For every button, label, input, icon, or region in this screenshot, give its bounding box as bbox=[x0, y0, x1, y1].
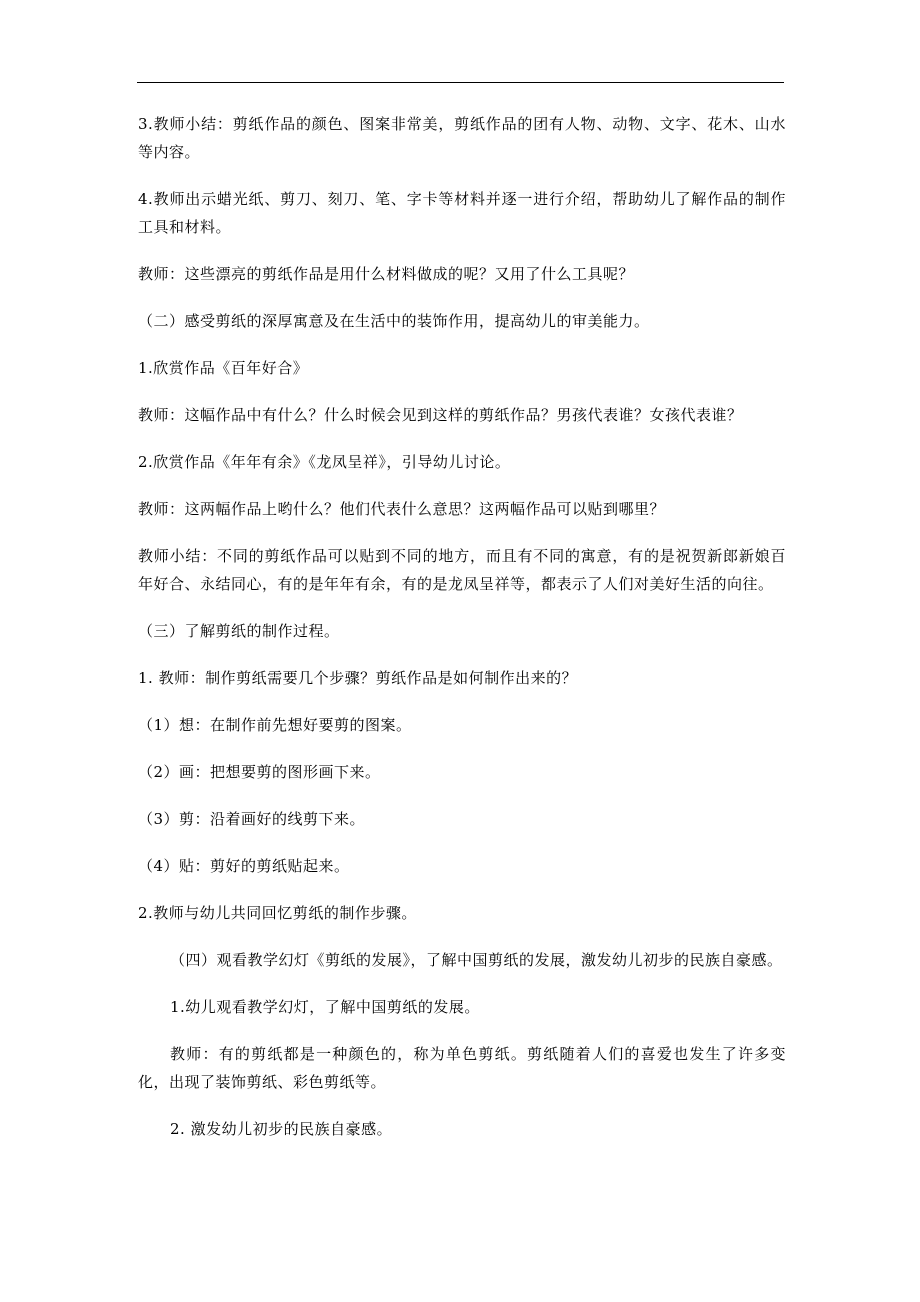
paragraph: 教师：有的剪纸都是一种颜色的，称为单色剪纸。剪纸随着人们的喜爱也发生了许多变化，出现了装饰剪纸、彩色剪纸等。 bbox=[138, 1045, 786, 1091]
paragraph: 4.教师出示蜡光纸、剪刀、刻刀、笔、字卡等材料并逐一进行介绍，帮助幼儿了解作品的制作工具和材料。 bbox=[138, 190, 786, 236]
document-body bbox=[138, 110, 786, 1162]
paragraph: 教师：这幅作品中有什么？什么时候会见到这样的剪纸作品？男孩代表谁？女孩代表谁？ bbox=[138, 406, 743, 424]
paragraph: 2. 激发幼儿初步的民族自豪感。 bbox=[170, 1120, 393, 1138]
paragraph: 教师小结：不同的剪纸作品可以贴到不同的地方，而且有不同的寓意，有的是祝贺新郎新娘百年好合、永结同心，有的是年年有余，有的是龙凤呈祥等，都表示了人们对美好生活的向往。 bbox=[138, 547, 786, 593]
paragraph: 2.教师与幼儿共同回忆剪纸的制作步骤。 bbox=[138, 904, 417, 922]
header-rule bbox=[137, 82, 784, 83]
paragraph: 教师：这两幅作品上哟什么？他们代表什么意思？这两幅作品可以贴到哪里？ bbox=[138, 500, 666, 518]
paragraph: （三）了解剪纸的制作过程。 bbox=[138, 622, 340, 640]
paragraph: （4）贴：剪好的剪纸贴起来。 bbox=[138, 857, 350, 875]
paragraph: 1.幼儿观看教学幻灯，了解中国剪纸的发展。 bbox=[170, 998, 480, 1016]
paragraph: 3.教师小结：剪纸作品的颜色、图案非常美，剪纸作品的团有人物、动物、文字、花木、山水等内容。 bbox=[138, 115, 786, 161]
paragraph: （1）想：在制作前先想好要剪的图案。 bbox=[138, 716, 412, 734]
paragraph: （3）剪：沿着画好的线剪下来。 bbox=[138, 810, 366, 828]
paragraph: （二）感受剪纸的深厚寓意及在生活中的装饰作用，提高幼儿的审美能力。 bbox=[138, 312, 650, 330]
paragraph: 1.欣赏作品《百年好合》 bbox=[138, 359, 309, 377]
paragraph: （2）画：把想要剪的图形画下来。 bbox=[138, 763, 381, 781]
paragraph: （四）观看教学幻灯《剪纸的发展》，了解中国剪纸的发展，激发幼儿初步的民族自豪感。 bbox=[170, 951, 783, 969]
paragraph: 2.欣赏作品《年年有余》《龙凤呈祥》，引导幼儿讨论。 bbox=[138, 453, 511, 471]
paragraph: 1. 教师：制作剪纸需要几个步骤？剪纸作品是如何制作出来的？ bbox=[138, 669, 578, 687]
paragraph: 教师：这些漂亮的剪纸作品是用什么材料做成的呢？又用了什么工具呢？ bbox=[138, 265, 635, 283]
